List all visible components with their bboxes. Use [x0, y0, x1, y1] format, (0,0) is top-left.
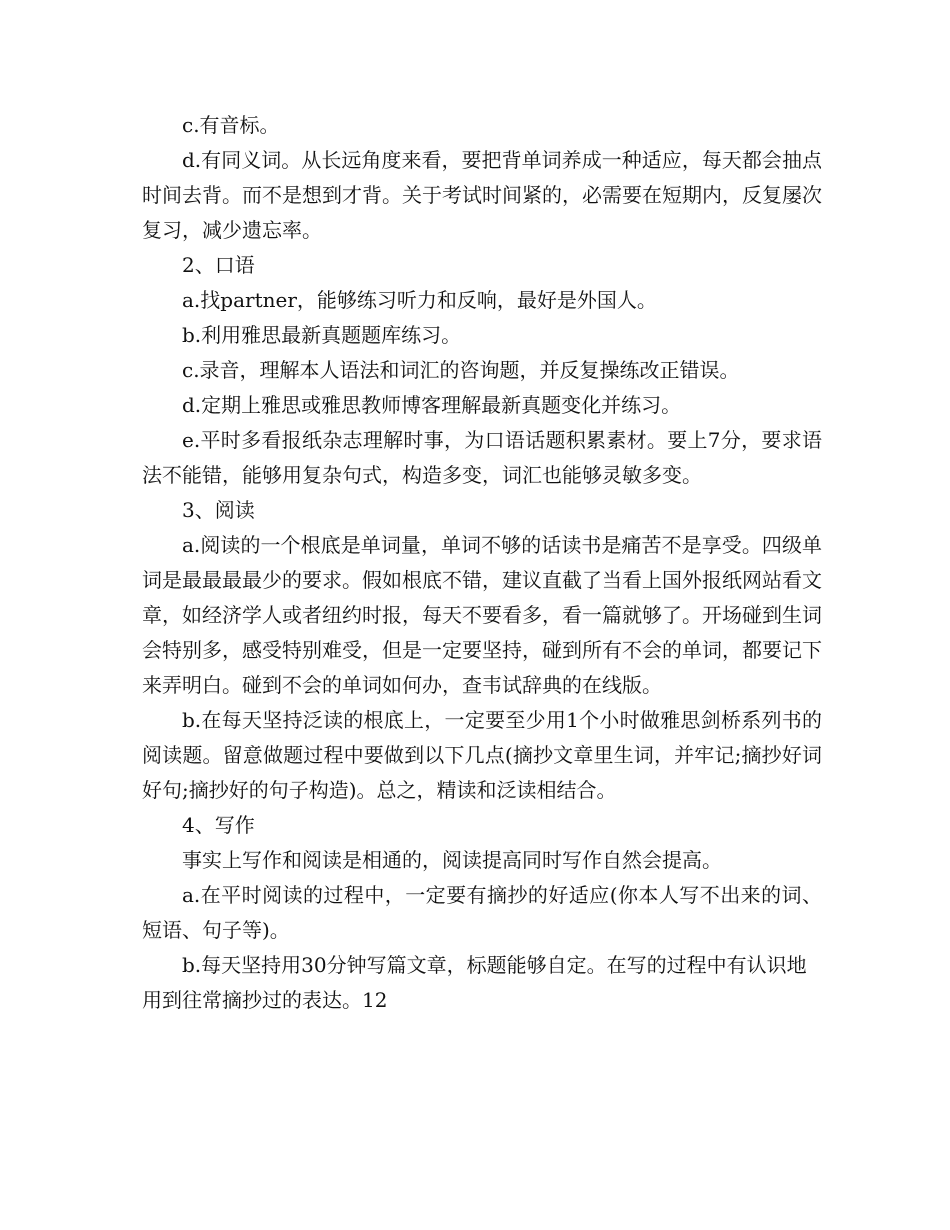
paragraph-question-bank: b.利用雅思最新真题题库练习。: [182, 323, 462, 347]
section-heading-reading: 3、阅读: [182, 498, 255, 522]
section-heading-writing: 4、写作: [182, 813, 255, 837]
paragraph-vocabulary: a.阅读的一个根底是单词量，单词不够的话读书是痛苦不是享受。四级单词是最最最最少的要求。假如根底不错，建议直截了当看上国外报纸网站看文章，如经济学人或者纽约时报，每天不要看多，看一篇就够了。开场碰到生词会特别多，感受特别难受，但是一定要坚持，碰到所有不会的单词，都要记下来弄明白。碰到不会的单词如何办，查韦试辞典的在线版。: [142, 533, 822, 697]
paragraph-excerpts: a.在平时阅读的过程中，一定要有摘抄的好适应(你本人写不出来的词、短语、句子等)。: [142, 883, 822, 942]
paragraph-cambridge: b.在每天坚持泛读的根底上，一定要至少用1个小时做雅思剑桥系列书的阅读题。留意做题过程中要做到以下几点(摘抄文章里生词，并牢记;摘抄好词好句;摘抄好的句子构造)。总之，精读和泛读相结合。: [142, 708, 822, 802]
paragraph-daily-writing: b.每天坚持用30分钟写篇文章，标题能够自定。在写的过程中有认识地用到往常摘抄过的表达。12: [142, 953, 807, 1012]
paragraph-writing-reading: 事实上写作和阅读是相通的，阅读提高同时写作自然会提高。: [182, 848, 722, 872]
paragraph-recording: c.录音，理解本人语法和词汇的咨询题，并反复操练改正错误。: [182, 358, 740, 382]
paragraph-phonetic: c.有音标。: [182, 113, 280, 137]
paragraph-newspapers: e.平时多看报纸杂志理解时事，为口语话题积累素材。要上7分，要求语法不能错，能够用复杂句式，构造多变，词汇也能够灵敏多变。: [142, 428, 822, 487]
document-body: [142, 108, 822, 1018]
paragraph-partner: a.找partner，能够练习听力和反响，最好是外国人。: [182, 288, 657, 312]
section-heading-speaking: 2、口语: [182, 253, 255, 277]
paragraph-teacher-blog: d.定期上雅思或雅思教师博客理解最新真题变化并练习。: [182, 393, 682, 417]
paragraph-synonyms: d.有同义词。从长远角度来看，要把背单词养成一种适应，每天都会抽点时间去背。而不是想到才背。关于考试时间紧的，必需要在短期内，反复屡次复习，减少遗忘率。: [142, 148, 822, 242]
